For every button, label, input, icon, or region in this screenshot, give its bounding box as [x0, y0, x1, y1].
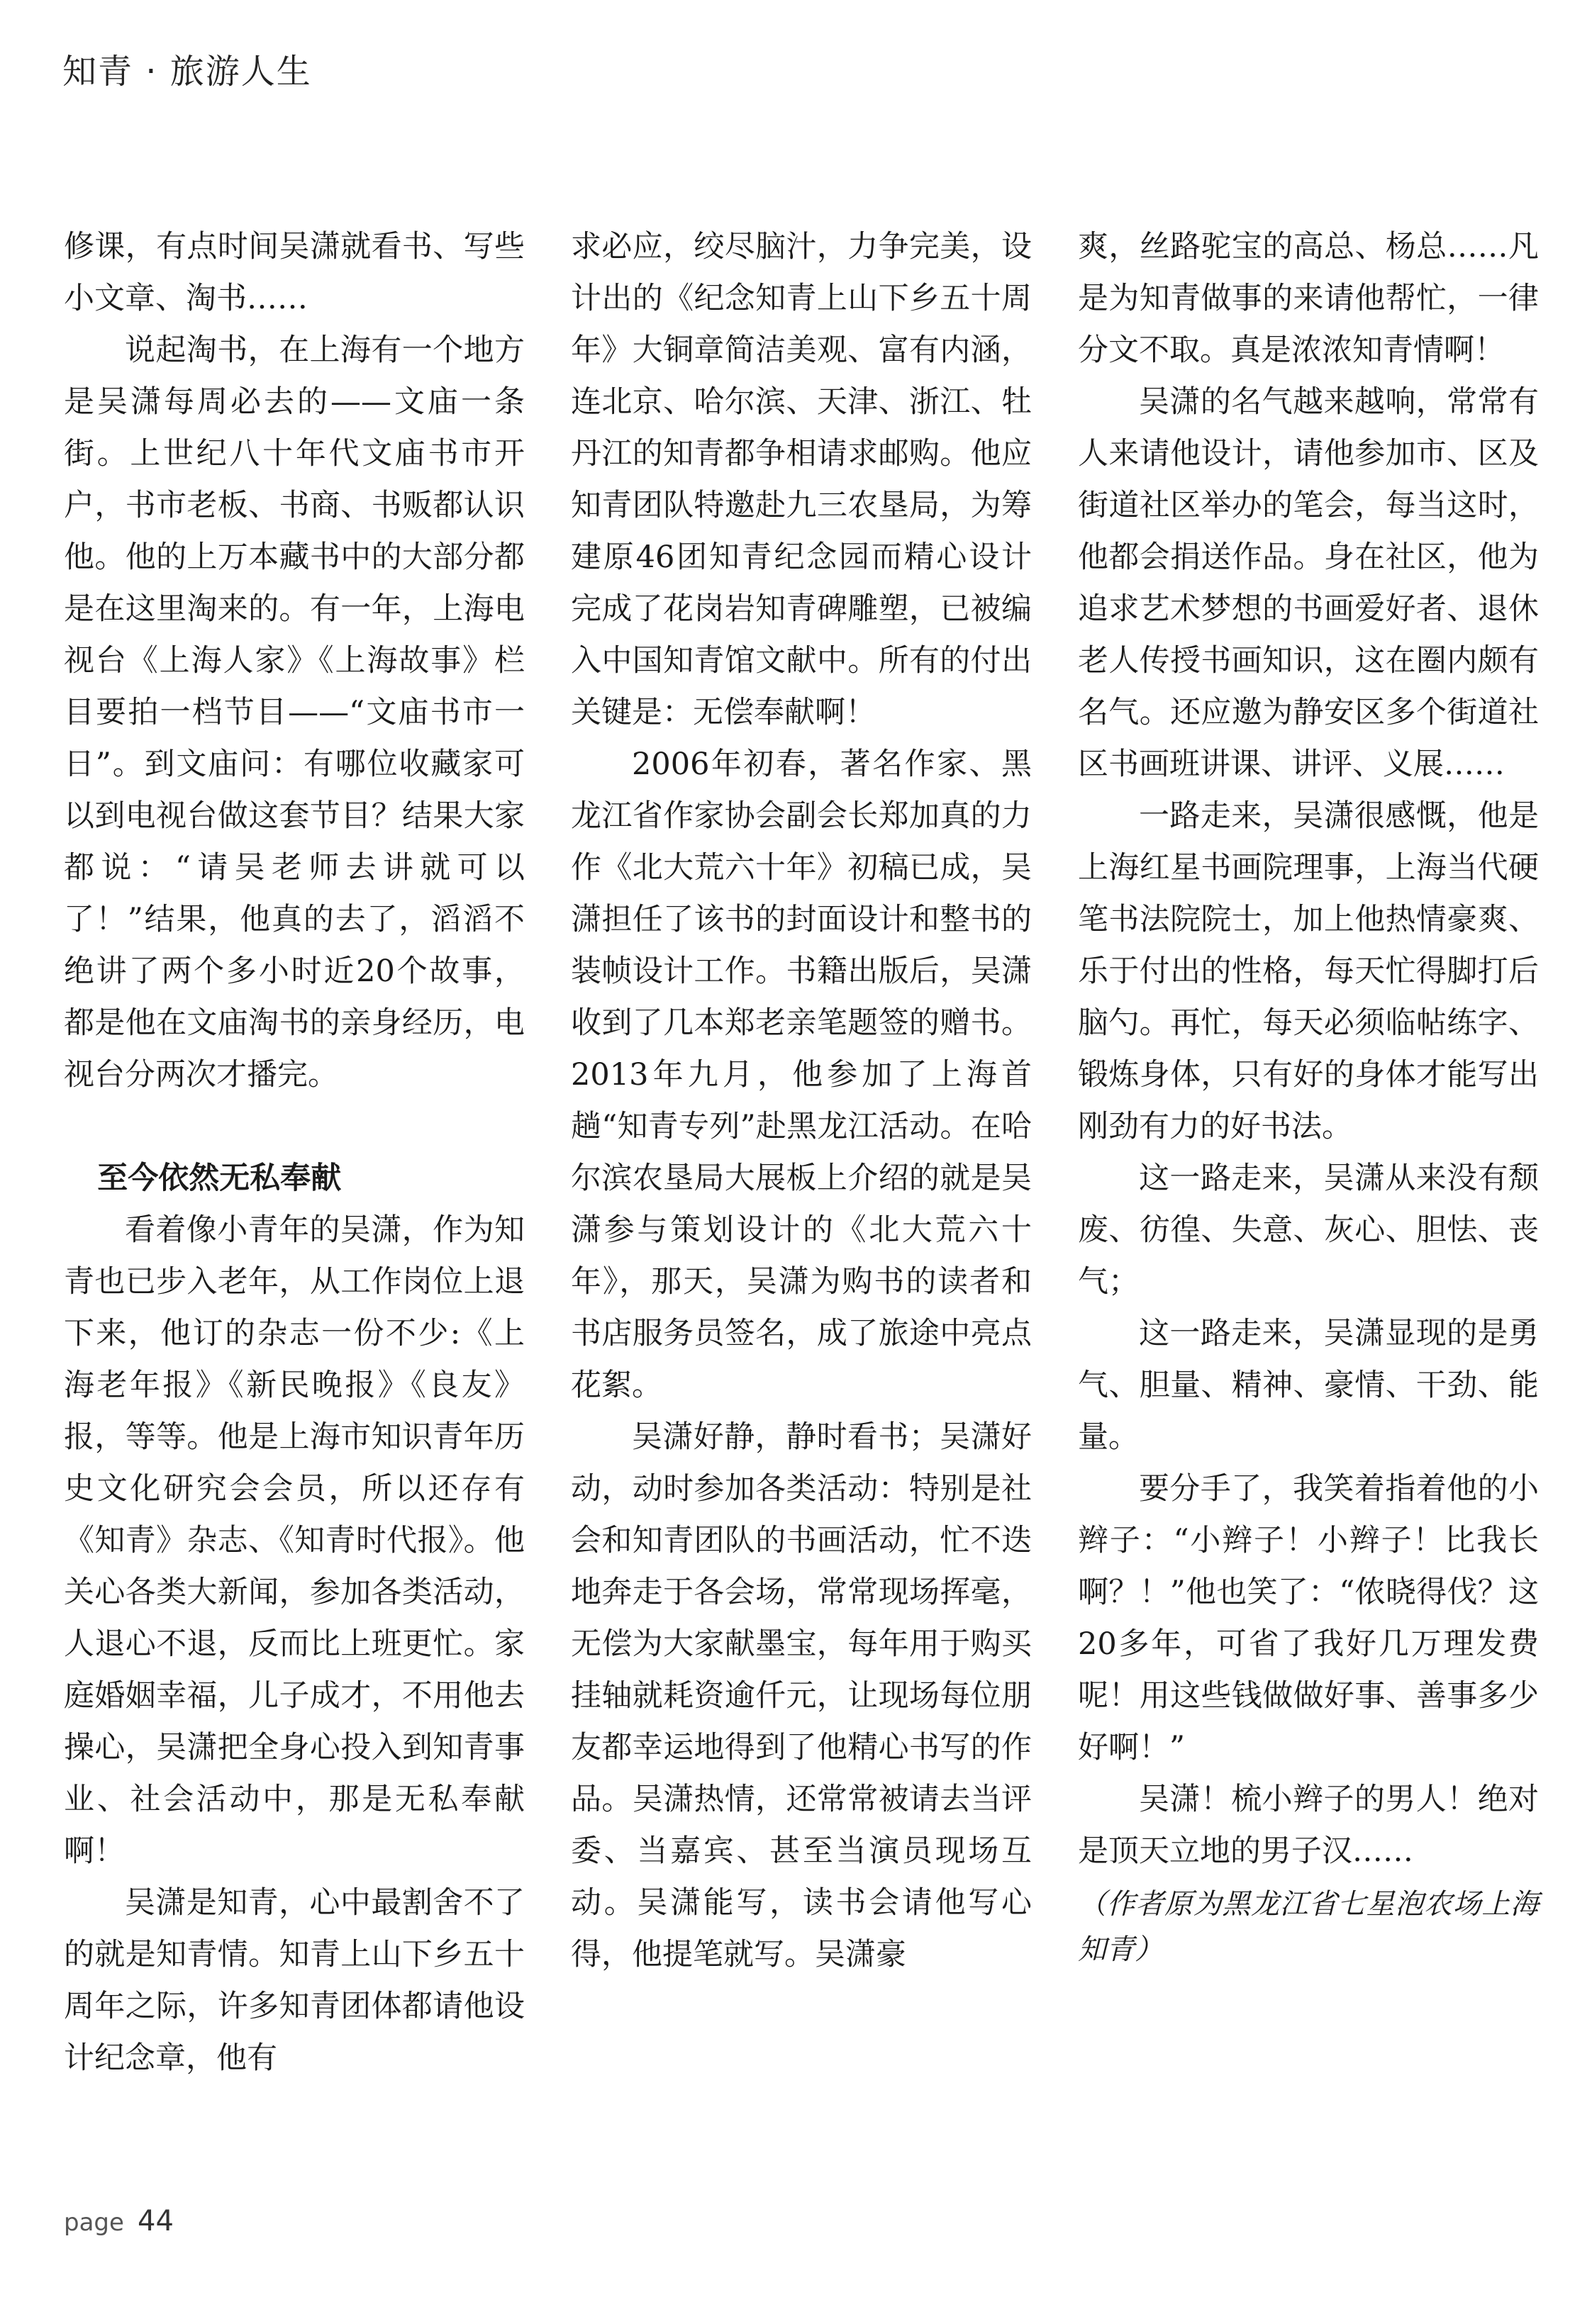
section-heading: 至今依然无私奉献 — [97, 1161, 342, 1196]
author-note: （作者原为黑龙江省七星泡农场上海知青） — [1078, 1888, 1539, 1966]
paragraph: 求必应，绞尽脑汁，力争完美，设计出的《纪念知青上山下乡五十周年》大铜章简洁美观、富有内涵，连北京、哈尔滨、天津、浙江、牡丹江的知青都争相请求邮购。他应知青团队特邀赴九三农垦局，为筹建原46团知青纪念园而精心设计完成了花岗岩知青碑雕塑，已被编入中国知青馆文献中。所有的付出关键是：无偿奉献啊！ — [571, 229, 1032, 730]
column-1 — [64, 221, 525, 2192]
section-header: 知青 · 旅游人生 — [62, 52, 312, 91]
page-label: page — [64, 2208, 124, 2237]
paragraph: 要分手了，我笑着指着他的小辫子：“小辫子！小辫子！比我长啊？！”他也笑了：“侬晓得伐？这20多年，可省了我好几万理发费呢！用这些钱做做好事、善事多少好啊！” — [1078, 1471, 1539, 1765]
paragraph: 吴潇的名气越来越响，常常有人来请他设计，请他参加市、区及街道社区举办的笔会，每当这时，他都会捐送作品。身在社区，他为追求艺术梦想的书画爱好者、退休老人传授书画知识，这在圈内颇有名气。还应邀为静安区多个街道社区书画班讲课、讲评、义展…… — [1078, 384, 1539, 782]
paragraph: 这一路走来，吴潇显现的是勇气、胆量、精神、豪情、干劲、能量。 — [1078, 1316, 1539, 1455]
page-footer — [64, 2205, 174, 2238]
paragraph: 看着像小青年的吴潇，作为知青也已步入老年，从工作岗位上退下来，他订的杂志一份不少:《上海老年报》《新民晚报》《良友》报，等等。他是上海市知识青年历史文化研究会会员，所以还存有《知青》杂志、《知青时代报》。他关心各类大新闻，参加各类活动，人退心不退，反而比上班更忙。家庭婚姻幸福，儿子成才，不用他去操心，吴潇把全身心投入到知青事业、社会活动中，那是无私奉献啊！ — [64, 1212, 525, 1869]
paragraph: 吴潇！梳小辫子的男人！绝对是顶天立地的男子汉…… — [1078, 1782, 1539, 1869]
paragraph: 2006年初春，著名作家、黑龙江省作家协会副会长郑加真的力作《北大荒六十年》初稿已成，吴潇担任了该书的封面设计和整书的装帧设计工作。书籍出版后，吴潇收到了几本郑老亲笔题签的赠书。2013年九月，他参加了上海首趟“知青专列”赴黑龙江活动。在哈尔滨农垦局大展板上介绍的就是吴潇参与策划设计的《北大荒六十年》，那天，吴潇为购书的读者和书店服务员签名，成了旅途中亮点花絮。 — [571, 747, 1032, 1403]
page-number: 44 — [138, 2205, 174, 2238]
paragraph: 吴潇是知青，心中最割舍不了的就是知青情。知青上山下乡五十周年之际，许多知青团体都请他设计纪念章，他有 — [64, 1885, 525, 2076]
column-3 — [1078, 221, 1539, 2192]
paragraph: 吴潇好静，静时看书；吴潇好动，动时参加各类活动：特别是社会和知青团队的书画活动，忙不迭地奔走于各会场，常常现场挥毫，无偿为大家献墨宝，每年用于购买挂轴就耗资逾仟元，让现场每位朋友都幸运地得到了他精心书写的作品。吴潇热情，还常常被请去当评委、当嘉宾、甚至当演员现场互动。吴潇能写，读书会请他写心得，他提笔就写。吴潇豪 — [571, 1419, 1032, 1972]
paragraph: 一路走来，吴潇很感慨，他是上海红星书画院理事，上海当代硬笔书法院院士，加上他热情豪爽、乐于付出的性格，每天忙得脚打后脑勺。再忙，每天必须临帖练字、锻炼身体，只有好的身体才能写出刚劲有力的好书法。 — [1078, 798, 1539, 1144]
paragraph: 说起淘书，在上海有一个地方是吴潇每周必去的——文庙一条街。上世纪八十年代文庙书市开户，书市老板、书商、书贩都认识他。他的上万本藏书中的大部分都是在这里淘来的。有一年，上海电视台《上海人家》《上海故事》栏目要拍一档节目——“文庙书市一日”。到文庙问：有哪位收藏家可以到电视台做这套节目？结果大家都说：“请吴老师去讲就可以了！”结果，他真的去了，滔滔不绝讲了两个多小时近20个故事，都是他在文庙淘书的亲身经历，电视台分两次才播完。 — [64, 333, 525, 1093]
paragraph: 爽，丝路驼宝的高总、杨总……凡是为知青做事的来请他帮忙，一律分文不取。真是浓浓知青情啊！ — [1078, 229, 1539, 368]
article-body — [64, 221, 1539, 2192]
paragraph: 修课，有点时间吴潇就看书、写些小文章、淘书…… — [64, 229, 525, 316]
column-2 — [571, 221, 1032, 2192]
paragraph: 这一路走来，吴潇从来没有颓废、彷徨、失意、灰心、胆怯、丧气； — [1078, 1161, 1539, 1300]
